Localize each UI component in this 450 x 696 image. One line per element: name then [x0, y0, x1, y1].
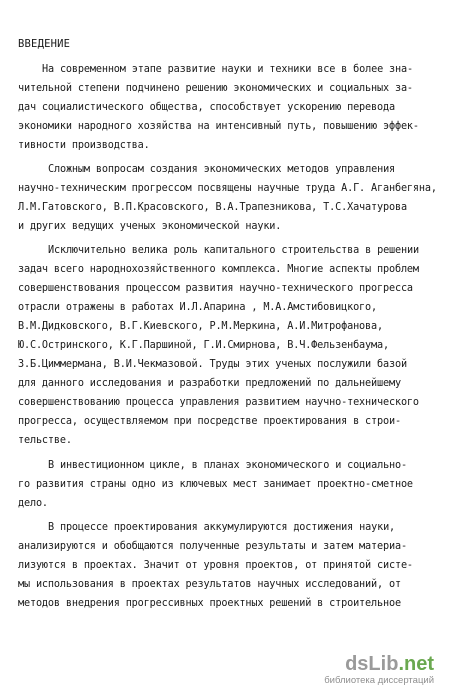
text-line: и других ведущих ученых экономической науки. — [18, 221, 282, 232]
text-line: В процессе проектирования аккумулируются достижения науки, — [48, 522, 396, 533]
text-line: дач социалистического общества, способствует ускорению перевода — [18, 102, 395, 113]
text-line: совершенствования процессом развития научно-технического прогресса — [18, 283, 413, 294]
text-line: прогресса, осуществляемом при посредстве проектирования в строи- — [18, 416, 401, 427]
text-line: В.М.Дидковского, В.Г.Киевского, Р.М.Меркина, А.И.Митрофанова, — [18, 321, 383, 332]
watermark-subtitle: библиотека диссертаций — [324, 675, 434, 686]
text-line: анализируются и обобщаются полученные результаты и затем материа- — [18, 541, 407, 552]
text-line: тельстве. — [18, 435, 72, 446]
text-line: лизуются в проектах. Значит от уровня проектов, от принятой систе- — [18, 560, 413, 571]
text-line: Ю.С.Остринского, К.Г.Паршиной, Г.И.Смирнова, В.Ч.Фельзенбаума, — [18, 340, 389, 351]
text-line: совершенствованию процесса управления развитием научно-технического — [18, 397, 419, 408]
text-line: З.Б.Циммермана, В.И.Чекмазовой. Труды этих ученых послужили базой — [18, 359, 407, 370]
text-line: чительной степени подчинено решению экономических и социальных за- — [18, 83, 413, 94]
text-line: отрасли отражены в работах И.Л.Апарина , М.А.Амстибовицкого, — [18, 302, 378, 313]
watermark-logo-tld: .net — [398, 653, 434, 675]
text-line: Исключительно велика роль капитального строительства в решении — [48, 245, 419, 256]
text-line: Сложным вопросам создания экономических методов управления — [48, 164, 396, 175]
watermark-logo-main: dsLib — [345, 653, 399, 675]
text-line: для данного исследования и разработки предложений по дальнейшему — [18, 378, 401, 389]
text-line: На современном этапе развитие науки и техники все в более зна- — [42, 64, 413, 75]
text-line: тивности производства. — [18, 140, 150, 151]
text-line: Л.М.Гатовского, В.П.Красовского, В.А.Трапезникова, Т.С.Хачатурова — [18, 202, 407, 213]
document-heading: ВВЕДЕНИЕ — [18, 38, 71, 50]
text-line: экономики народного хозяйства на интенсивный путь, повышению эффек- — [18, 121, 419, 132]
text-line: задач всего народнохозяйственного комплекса. Многие аспекты проблем — [18, 264, 419, 275]
site-watermark — [324, 653, 434, 686]
watermark-logo — [324, 653, 434, 675]
text-line: методов внедрения прогрессивных проектных решений в строительное — [18, 598, 401, 609]
text-line: научно-техническим прогрессом посвящены научные труда А.Г. Аганбегяна, — [18, 183, 437, 194]
text-line: мы использования в проектах результатов научных исследований, от — [18, 579, 401, 590]
text-line: дело. — [18, 498, 48, 509]
text-line: го развития страны одно из ключевых мест занимает проектно-сметное — [18, 479, 413, 490]
text-line: В инвестиционном цикле, в планах экономического и социально- — [48, 460, 408, 471]
